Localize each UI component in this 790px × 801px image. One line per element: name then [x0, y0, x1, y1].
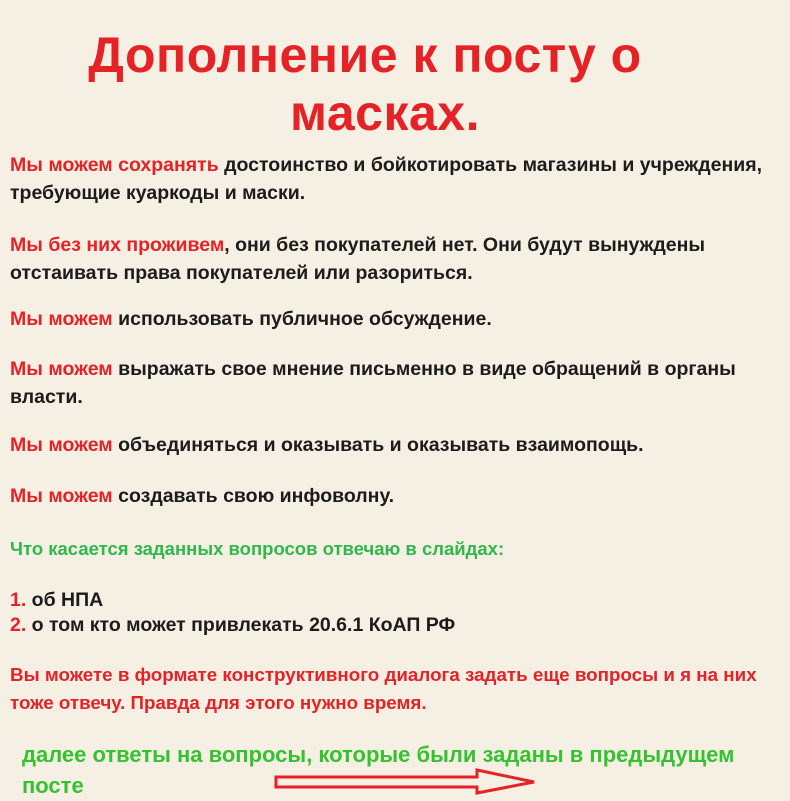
list-number: 1.	[10, 589, 27, 611]
title-line-2: масках.	[290, 85, 480, 141]
paragraph-5	[10, 431, 788, 459]
paragraph-4	[10, 355, 788, 411]
paragraph-1	[10, 151, 788, 207]
paragraph-6	[10, 482, 788, 510]
paragraph-2	[10, 231, 788, 287]
paragraph-text: объединяться и оказывать и оказывать взаимопощь.	[112, 434, 644, 456]
paragraph-3	[10, 305, 788, 333]
questions-heading: Что касается заданных вопросов отвечаю в слайдах:	[10, 538, 505, 559]
paragraph-text: выражать свое мнение письменно в виде обращений в органы власти.	[10, 358, 736, 408]
paragraph-text: , они без покупателей нет. Они будут вынуждены отстаивать права покупателей или разориться.	[10, 234, 706, 284]
list-number: 2.	[10, 614, 27, 636]
paragraph-lead: Мы можем сохранять	[10, 154, 219, 176]
paragraph-lead: Мы можем	[10, 434, 113, 456]
paragraph-lead: Мы можем	[10, 308, 113, 330]
bottom-note: далее ответы на вопросы, которые были заданы в предыдущем посте	[22, 742, 735, 798]
paragraph-text: создавать свою инфоволну.	[112, 485, 394, 507]
list-text: об НПА	[26, 589, 104, 611]
list-text: о том кто может привлекать 20.6.1 КоАП РФ	[26, 614, 456, 636]
page-title	[0, 26, 730, 142]
paragraph-text: достоинство и бойкотировать магазины и учреждения, требующие куаркоды и маски.	[10, 154, 763, 204]
list-item-1	[10, 586, 788, 614]
paragraph-lead: Мы можем	[10, 485, 113, 507]
right-arrow-icon	[272, 766, 542, 796]
closing-note: Вы можете в формате конструктивного диалога задать еще вопросы и я на них тоже отвечу. Правда для этого нужно время.	[10, 664, 757, 713]
paragraph-text: использовать публичное обсуждение.	[112, 308, 492, 330]
paragraph-lead: Мы без них проживем	[10, 234, 225, 256]
paragraph-lead: Мы можем	[10, 358, 113, 380]
list-item-2	[10, 611, 788, 639]
title-line-1: Дополнение к посту о	[88, 27, 642, 83]
